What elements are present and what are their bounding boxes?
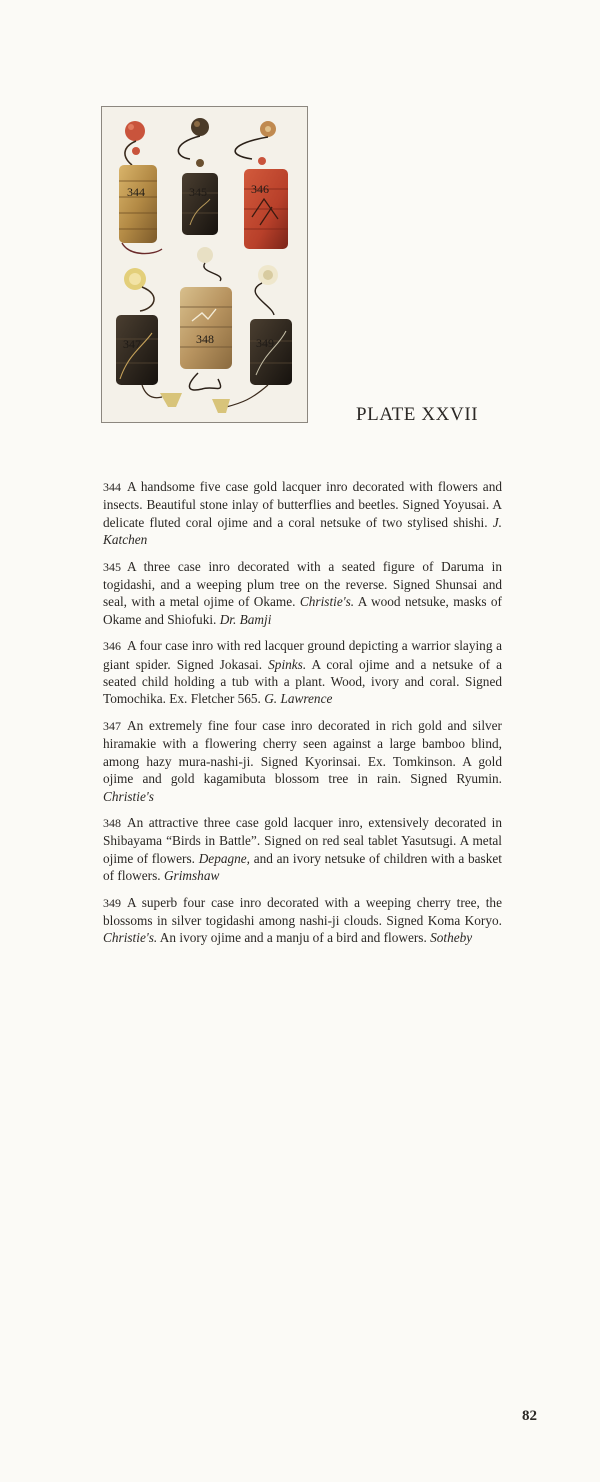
entry-text: An attractive three case gold lacquer inro, extensively decorated in Shibayama “Birds in Battle”. Signed on red seal tablet Yasutsugi. A metal ojime of flowers.: [103, 814, 502, 866]
entry-number: 348: [103, 815, 121, 830]
catalogue-entries: [103, 478, 502, 956]
entry-text: An extremely fine four case inro decorated in rich gold and silver hiramakie with a flowering cherry seen against a large bamboo blind, among hazy mura-nashi-ji. Signed Kyorinsai. Ex. Tomkinson. A gold ojime and gold kagamibuta blossom tree in rain. Signed Ryumin.: [103, 717, 502, 787]
entry-346: [103, 637, 502, 708]
entry-text-continued: An ivory ojime and a manju of a bird and flowers.: [157, 930, 431, 946]
plate-label-346: 346: [251, 182, 269, 196]
plate-label-349: 349: [256, 336, 274, 350]
entry-source: Christie's: [103, 788, 154, 804]
inro-collection-image: [102, 107, 307, 422]
entry-347: [103, 717, 502, 805]
entry-number: 344: [103, 480, 121, 494]
entry-source: J. Katchen: [103, 514, 502, 548]
inro-348: [180, 247, 232, 390]
entry-345: [103, 558, 502, 629]
entry-number: 346: [103, 639, 121, 654]
inro-345: [178, 118, 218, 235]
entry-number: 347: [103, 718, 121, 733]
entry-source: Christie's.: [299, 594, 355, 610]
plate-label-347: 347: [123, 337, 141, 351]
entry-source-2: Dr. Bamji: [219, 611, 272, 627]
entry-text: A handsome five case gold lacquer inro decorated with flowers and insects. Beautiful stone inlay of butterflies and beetles. Signed Yoyusai. A delicate fluted coral ojime and a coral netsuke of two stylised shishi.: [103, 479, 502, 530]
plate-caption: PLATE XXVII: [356, 404, 479, 425]
entry-text-continued: A coral ojime and a netsuke of a seated child holding a tub with a plant. Wood, ivory and coral. Signed Tomochika. Ex. Fletcher 565.: [103, 656, 502, 707]
page-number: 82: [522, 1408, 537, 1424]
plate-label-348: 348: [196, 332, 214, 346]
entry-source-2: Sotheby: [430, 930, 473, 946]
entry-348: [103, 814, 502, 885]
plate-label-345: 345: [189, 185, 207, 199]
entry-344: [103, 478, 502, 549]
entry-source-2: Grimshaw: [163, 868, 220, 884]
entry-source: Spinks.: [268, 656, 307, 672]
plate-photograph: [101, 106, 308, 423]
entry-source-2: G. Lawrence: [264, 691, 333, 707]
entry-number: 349: [103, 895, 121, 910]
entry-text: A four case inro with red lacquer ground depicting a warrior slaying a giant spider. Signed Jokasai.: [103, 638, 502, 672]
entry-source: Depagne,: [198, 850, 251, 866]
entry-text: A three case inro decorated with a seated figure of Daruma in togidashi, and a weeping plum tree on the reverse. Signed Shunsai and seal, with a metal ojime of Okame.: [103, 558, 502, 610]
entry-source: Christie's.: [103, 930, 158, 946]
entry-text: A superb four case inro decorated with a weeping cherry tree, the blossoms in silver togidashi among nashi-ji clouds. Signed Koma Koryo.: [103, 894, 502, 928]
entry-number: 345: [103, 559, 121, 574]
entry-text-continued: A wood netsuke, masks of Okame and Shiofuki.: [103, 594, 502, 627]
entry-text-continued: and an ivory netsuke of children with a basket of flowers.: [103, 850, 502, 884]
plate-label-344: 344: [127, 185, 145, 199]
entry-349: [103, 894, 502, 947]
